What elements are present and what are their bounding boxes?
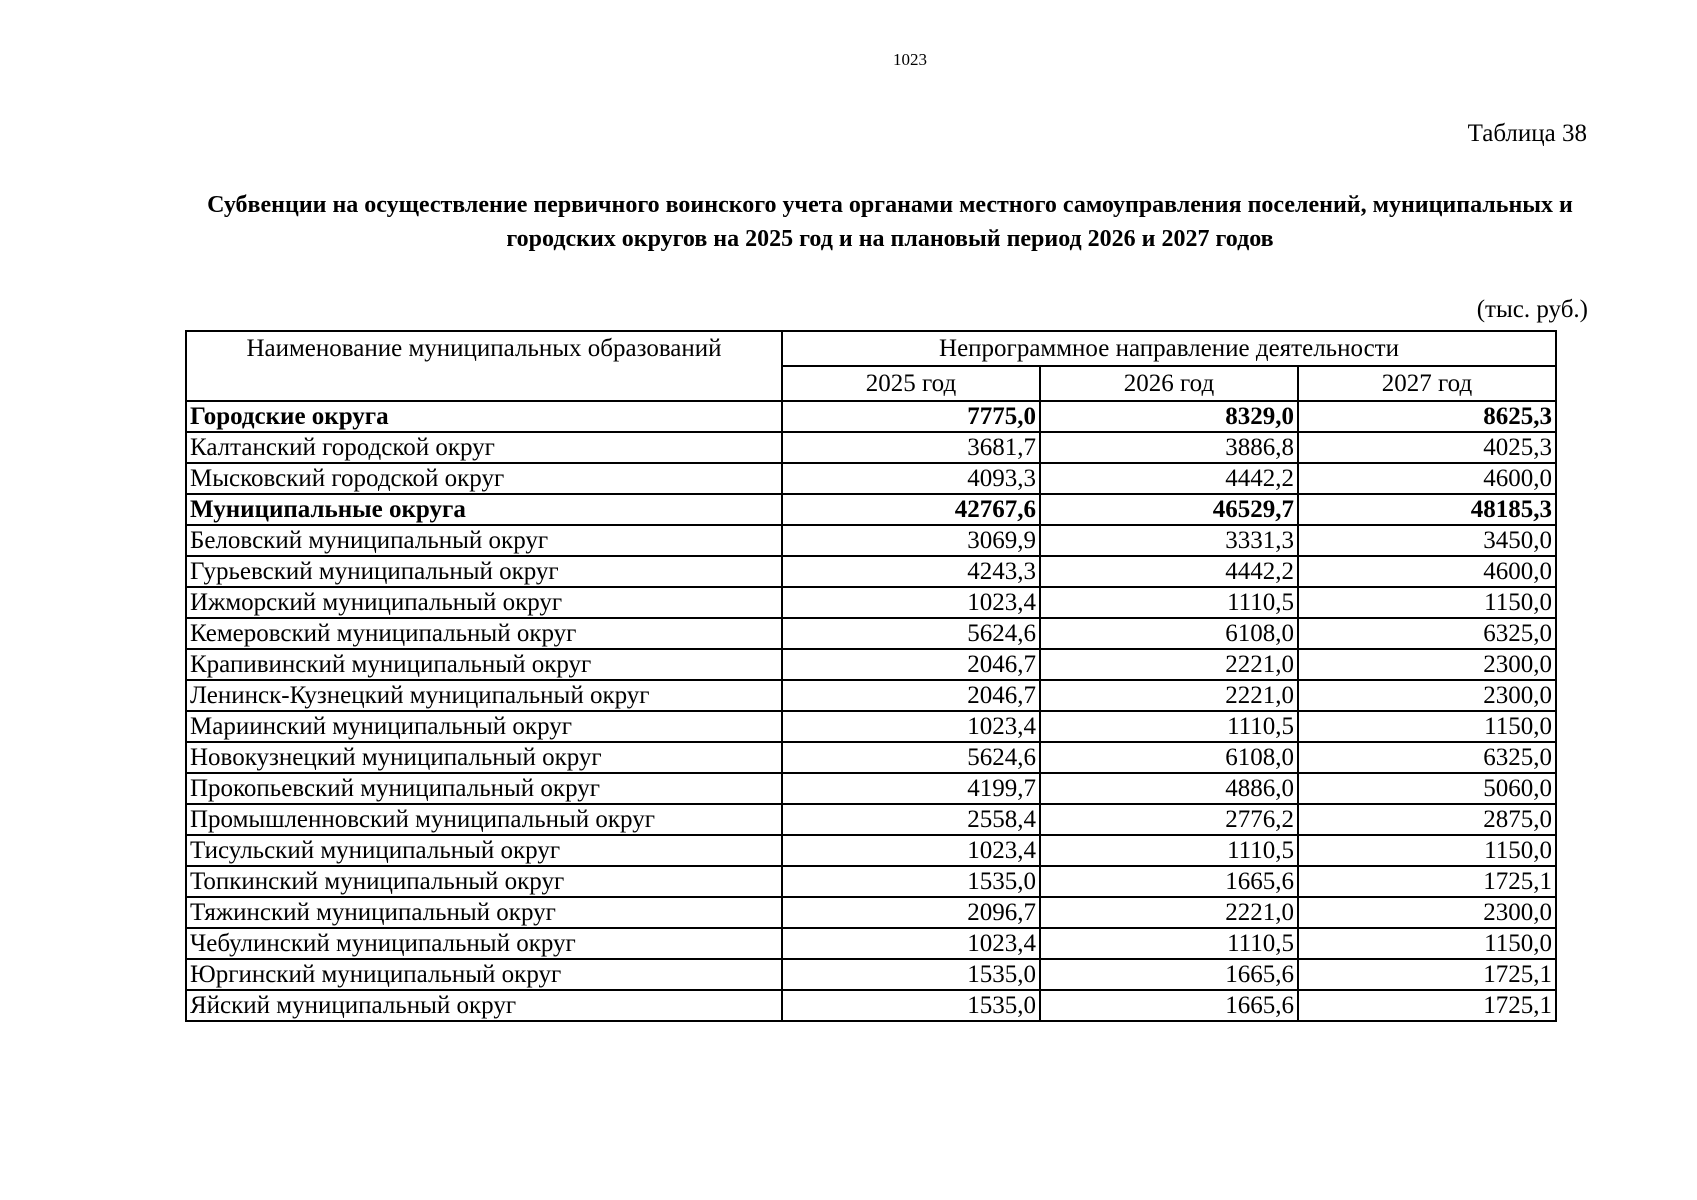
value-2025-cell: 2046,7 bbox=[782, 649, 1040, 680]
table-row bbox=[186, 959, 1556, 990]
value-2026-cell: 1110,5 bbox=[1040, 711, 1298, 742]
value-2025-cell: 4243,3 bbox=[782, 556, 1040, 587]
value-2025-cell: 4093,3 bbox=[782, 463, 1040, 494]
value-2027-cell: 3450,0 bbox=[1298, 525, 1556, 556]
value-2027-cell: 6325,0 bbox=[1298, 742, 1556, 773]
value-2025-cell: 1023,4 bbox=[782, 711, 1040, 742]
value-2027-cell: 6325,0 bbox=[1298, 618, 1556, 649]
value-2026-cell: 1665,6 bbox=[1040, 990, 1298, 1021]
header-year-2027: 2027 год bbox=[1298, 366, 1556, 401]
municipality-name-cell: Яйский муниципальный округ bbox=[186, 990, 782, 1021]
table-group-row bbox=[186, 401, 1556, 432]
document-title: Субвенции на осуществление первичного воинского учета органами местного самоуправления поселений, муниципальных и городских округов на 2025 год и на плановый период 2026 и 2027 годов bbox=[207, 192, 1573, 252]
value-2026-cell: 4886,0 bbox=[1040, 773, 1298, 804]
value-2026-cell: 46529,7 bbox=[1040, 494, 1298, 525]
value-2026-cell: 2221,0 bbox=[1040, 897, 1298, 928]
municipality-name-cell: Чебулинский муниципальный округ bbox=[186, 928, 782, 959]
value-2025-cell: 7775,0 bbox=[782, 401, 1040, 432]
value-2027-cell: 1725,1 bbox=[1298, 866, 1556, 897]
value-2027-cell: 2300,0 bbox=[1298, 649, 1556, 680]
value-2025-cell: 42767,6 bbox=[782, 494, 1040, 525]
municipality-name-cell: Гурьевский муниципальный округ bbox=[186, 556, 782, 587]
municipality-name-cell: Ленинск-Кузнецкий муниципальный округ bbox=[186, 680, 782, 711]
value-2026-cell: 1110,5 bbox=[1040, 928, 1298, 959]
value-2027-cell: 1150,0 bbox=[1298, 835, 1556, 866]
value-2025-cell: 2046,7 bbox=[782, 680, 1040, 711]
value-2025-cell: 2096,7 bbox=[782, 897, 1040, 928]
header-municipality-name: Наименование муниципальных образований bbox=[186, 331, 782, 401]
table-row bbox=[186, 649, 1556, 680]
value-2026-cell: 4442,2 bbox=[1040, 556, 1298, 587]
value-2027-cell: 1725,1 bbox=[1298, 990, 1556, 1021]
municipality-name-cell: Крапивинский муниципальный округ bbox=[186, 649, 782, 680]
table-row bbox=[186, 804, 1556, 835]
header-year-2025: 2025 год bbox=[782, 366, 1040, 401]
value-2026-cell: 2221,0 bbox=[1040, 649, 1298, 680]
municipality-name-cell: Топкинский муниципальный округ bbox=[186, 866, 782, 897]
municipality-name-cell: Муниципальные округа bbox=[186, 494, 782, 525]
value-2027-cell: 48185,3 bbox=[1298, 494, 1556, 525]
municipality-name-cell: Промышленновский муниципальный округ bbox=[186, 804, 782, 835]
value-2026-cell: 3331,3 bbox=[1040, 525, 1298, 556]
municipality-name-cell: Кемеровский муниципальный округ bbox=[186, 618, 782, 649]
table-row bbox=[186, 587, 1556, 618]
value-2026-cell: 2776,2 bbox=[1040, 804, 1298, 835]
municipality-name-cell: Городские округа bbox=[186, 401, 782, 432]
table-row bbox=[186, 556, 1556, 587]
municipality-name-cell: Мысковский городской округ bbox=[186, 463, 782, 494]
municipality-name-cell: Беловский муниципальный округ bbox=[186, 525, 782, 556]
header-row-1 bbox=[186, 331, 1556, 366]
value-2026-cell: 3886,8 bbox=[1040, 432, 1298, 463]
value-2025-cell: 3681,7 bbox=[782, 432, 1040, 463]
table-label: Таблица 38 bbox=[1467, 120, 1587, 147]
municipality-name-cell: Юргинский муниципальный округ bbox=[186, 959, 782, 990]
table-row bbox=[186, 835, 1556, 866]
value-2025-cell: 1023,4 bbox=[782, 835, 1040, 866]
header-non-program-direction: Непрограммное направление деятельности bbox=[782, 331, 1556, 366]
value-2026-cell: 1665,6 bbox=[1040, 959, 1298, 990]
value-2025-cell: 1535,0 bbox=[782, 866, 1040, 897]
table-row bbox=[186, 866, 1556, 897]
table-row bbox=[186, 432, 1556, 463]
table-row bbox=[186, 773, 1556, 804]
table-row bbox=[186, 618, 1556, 649]
table-group-row bbox=[186, 494, 1556, 525]
page-number: 1023 bbox=[893, 50, 927, 69]
value-2027-cell: 2875,0 bbox=[1298, 804, 1556, 835]
subsidies-table bbox=[185, 330, 1557, 1022]
value-2026-cell: 4442,2 bbox=[1040, 463, 1298, 494]
value-2025-cell: 1023,4 bbox=[782, 928, 1040, 959]
header-year-2026: 2026 год bbox=[1040, 366, 1298, 401]
value-2026-cell: 2221,0 bbox=[1040, 680, 1298, 711]
value-2027-cell: 5060,0 bbox=[1298, 773, 1556, 804]
table-row bbox=[186, 990, 1556, 1021]
value-2027-cell: 1725,1 bbox=[1298, 959, 1556, 990]
table-row bbox=[186, 928, 1556, 959]
value-2025-cell: 5624,6 bbox=[782, 618, 1040, 649]
value-2026-cell: 6108,0 bbox=[1040, 742, 1298, 773]
table-row bbox=[186, 711, 1556, 742]
value-2027-cell: 1150,0 bbox=[1298, 928, 1556, 959]
value-2025-cell: 1535,0 bbox=[782, 990, 1040, 1021]
table-row bbox=[186, 463, 1556, 494]
value-2026-cell: 8329,0 bbox=[1040, 401, 1298, 432]
value-2025-cell: 2558,4 bbox=[782, 804, 1040, 835]
value-2027-cell: 2300,0 bbox=[1298, 897, 1556, 928]
value-2025-cell: 5624,6 bbox=[782, 742, 1040, 773]
table-body bbox=[186, 401, 1556, 1021]
value-2027-cell: 1150,0 bbox=[1298, 711, 1556, 742]
table-row bbox=[186, 742, 1556, 773]
municipality-name-cell: Тяжинский муниципальный округ bbox=[186, 897, 782, 928]
value-2025-cell: 1023,4 bbox=[782, 587, 1040, 618]
municipality-name-cell: Новокузнецкий муниципальный округ bbox=[186, 742, 782, 773]
value-2027-cell: 1150,0 bbox=[1298, 587, 1556, 618]
value-2025-cell: 3069,9 bbox=[782, 525, 1040, 556]
value-2026-cell: 1110,5 bbox=[1040, 835, 1298, 866]
value-2025-cell: 4199,7 bbox=[782, 773, 1040, 804]
municipality-name-cell: Тисульский муниципальный округ bbox=[186, 835, 782, 866]
table-row bbox=[186, 897, 1556, 928]
municipality-name-cell: Калтанский городской округ bbox=[186, 432, 782, 463]
value-2026-cell: 1665,6 bbox=[1040, 866, 1298, 897]
value-2027-cell: 4025,3 bbox=[1298, 432, 1556, 463]
value-2026-cell: 6108,0 bbox=[1040, 618, 1298, 649]
municipality-name-cell: Мариинский муниципальный округ bbox=[186, 711, 782, 742]
table-row bbox=[186, 525, 1556, 556]
value-2027-cell: 4600,0 bbox=[1298, 556, 1556, 587]
value-2026-cell: 1110,5 bbox=[1040, 587, 1298, 618]
municipality-name-cell: Ижморский муниципальный округ bbox=[186, 587, 782, 618]
value-2027-cell: 8625,3 bbox=[1298, 401, 1556, 432]
municipality-name-cell: Прокопьевский муниципальный округ bbox=[186, 773, 782, 804]
table-row bbox=[186, 680, 1556, 711]
value-2025-cell: 1535,0 bbox=[782, 959, 1040, 990]
units-label: (тыс. руб.) bbox=[1476, 296, 1588, 323]
value-2027-cell: 4600,0 bbox=[1298, 463, 1556, 494]
value-2027-cell: 2300,0 bbox=[1298, 680, 1556, 711]
